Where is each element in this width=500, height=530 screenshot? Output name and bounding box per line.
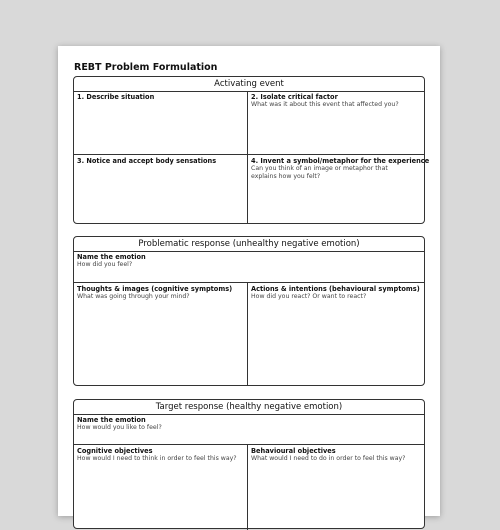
critical-factor-prompt: What was it about this event that affected you? (251, 101, 399, 108)
behavioural-symptoms-label: Actions & intentions (behavioural symptoms) (251, 285, 420, 293)
cognitive-symptoms-label: Thoughts & images (cognitive symptoms) (77, 285, 233, 293)
critical-factor-label: 2. Isolate critical factor (251, 93, 338, 101)
body-sensations-label: 3. Notice and accept body sensations (77, 157, 217, 165)
cognitive-objectives-box[interactable] (74, 445, 247, 530)
document-title: REBT Problem Formulation (74, 62, 218, 73)
cognitive-symptoms-box[interactable] (74, 283, 247, 385)
behavioural-objectives-prompt: What would I need to do in order to feel this way? (251, 455, 406, 462)
problematic-response-heading: Problematic response (unhealthy negative emotion) (74, 237, 424, 252)
describe-situation-box[interactable] (74, 91, 247, 154)
problematic-emotion-label: Name the emotion (77, 253, 146, 261)
activating-event-heading: Activating event (74, 77, 424, 92)
activating-event-section (73, 76, 430, 224)
target-emotion-label: Name the emotion (77, 416, 146, 424)
problematic-emotion-box[interactable] (74, 251, 424, 282)
body-sensations-box[interactable] (74, 155, 247, 223)
symbol-metaphor-label: 4. Invent a symbol/metaphor for the experience (251, 157, 430, 165)
symbol-metaphor-box[interactable] (248, 155, 430, 223)
cognitive-objectives-label: Cognitive objectives (77, 447, 153, 455)
target-emotion-prompt: How would you like to feel? (77, 424, 162, 431)
target-response-section (73, 399, 425, 529)
describe-situation-label: 1. Describe situation (77, 93, 155, 101)
behavioural-objectives-label: Behavioural objectives (251, 447, 336, 455)
behavioural-symptoms-prompt: How did you react? Or want to react? (251, 293, 367, 300)
problematic-emotion-prompt: How did you feel? (77, 261, 133, 268)
behavioural-symptoms-box[interactable] (248, 283, 424, 385)
target-emotion-box[interactable] (74, 414, 424, 444)
problematic-response-section (73, 236, 425, 386)
symbol-metaphor-prompt: Can you think of an image or metaphor that explains how you felt? (251, 165, 388, 180)
critical-factor-box[interactable] (248, 91, 424, 154)
behavioural-objectives-box[interactable] (248, 445, 424, 530)
target-response-heading: Target response (healthy negative emotion) (74, 400, 424, 415)
cognitive-objectives-prompt: How would I need to think in order to feel this way? (77, 455, 237, 462)
cognitive-symptoms-prompt: What was going through your mind? (77, 293, 190, 300)
worksheet-page (58, 46, 440, 516)
